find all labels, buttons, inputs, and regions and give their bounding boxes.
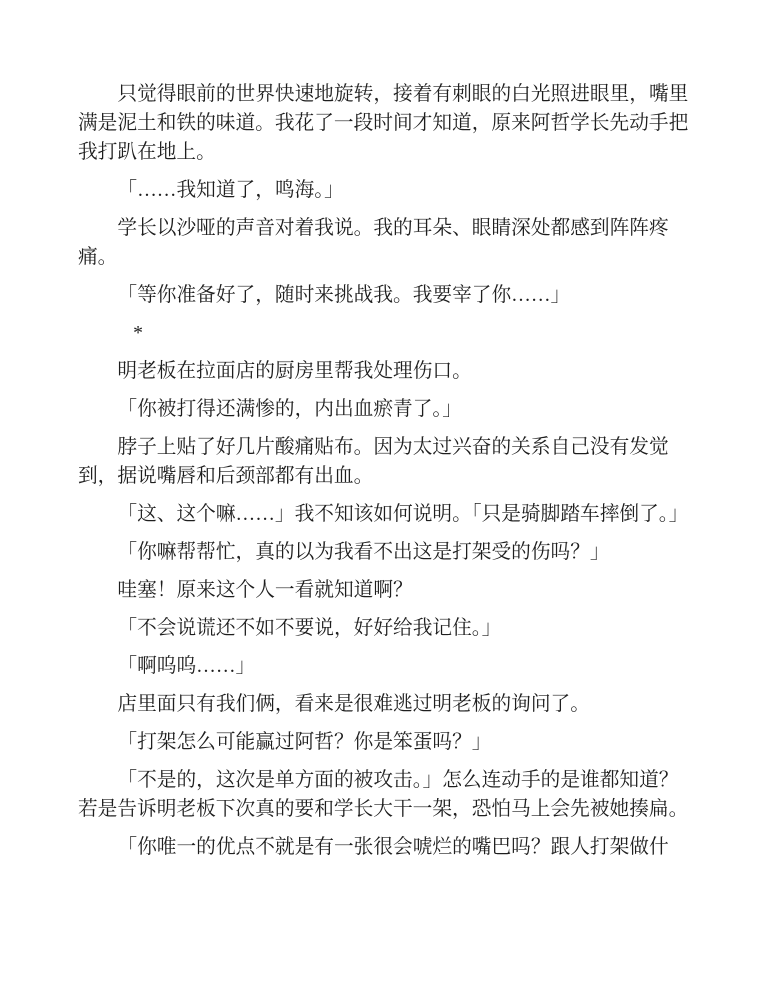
text-paragraph: 只觉得眼前的世界快速地旋转，接着有刺眼的白光照进眼里，嘴里满是泥土和铁的味道。我花了一段时间才知道，原来阿哲学长先动手把我打趴在地上。 <box>78 83 689 163</box>
dialogue-paragraph: 「不是的，这次是单方面的被攻击。」怎么连动手的是谁都知道？若是告诉明老板下次真的要和学长大干一架，恐怕马上会先被她揍扁。 <box>78 769 689 820</box>
dialogue-paragraph: 「你被打得还满惨的，内出血瘀青了。」 <box>117 398 462 420</box>
text-paragraph: 哇塞！原来这个人一看就知道啊？ <box>117 579 413 601</box>
dialogue-paragraph: 「等你准备好了，随时来挑战我。我要宰了你……」 <box>117 284 571 306</box>
dialogue-paragraph: 「……我知道了，鸣海。」 <box>117 179 344 201</box>
text-paragraph: 明老板在拉面店的厨房里帮我处理伤口。 <box>117 360 472 382</box>
text-paragraph: 店里面只有我们俩，看来是很难逃过明老板的询问了。 <box>117 693 590 715</box>
dialogue-paragraph: 「这、这个嘛……」我不知该如何说明。「只是骑脚踏车摔倒了。」 <box>117 503 689 525</box>
text-paragraph: 脖子上贴了好几片酸痛贴布。因为太过兴奋的关系自己没有发觉到，据说嘴唇和后颈部都有出血。 <box>78 436 669 487</box>
text-paragraph: 学长以沙哑的声音对着我说。我的耳朵、眼睛深处都感到阵阵疼痛。 <box>78 217 669 268</box>
dialogue-paragraph: 「啊呜呜……」 <box>117 655 256 677</box>
scene-break-separator: * <box>133 322 143 344</box>
dialogue-paragraph: 「你嘛帮帮忙，真的以为我看不出这是打架受的伤吗？」 <box>117 541 610 563</box>
dialogue-paragraph: 「不会说谎还不如不要说，好好给我记住。」 <box>117 617 502 639</box>
dialogue-paragraph: 「你唯一的优点不就是有一张很会唬烂的嘴巴吗？跟人打架做什 <box>117 836 669 858</box>
dialogue-paragraph: 「打架怎么可能赢过阿哲？你是笨蛋吗？」 <box>117 731 492 753</box>
